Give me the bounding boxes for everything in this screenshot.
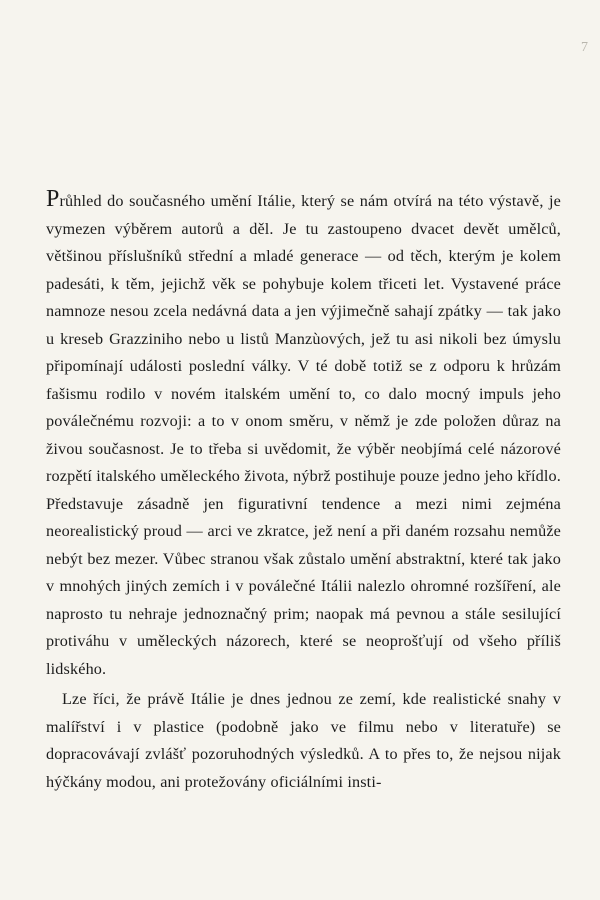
paragraph-1: [46, 188, 561, 683]
paragraph-1-text: růhled do současného umění Itálie, který se nám otvírá na této výstavě, je vymezen výběrem autorů a děl. Je tu zastoupeno dvacet devět umělců, většinou příslušníků střední a mladé generace — od těch, kterým je kolem padesáti, k těm, jejichž věk se pohybuje kolem třiceti let. Vystavené práce namnoze nesou zcela nedávná data a jen výjimečně sahají zpátky — tak jako u kreseb Grazziniho nebo u listů Manzùových, jež tu asi nikoli bez úmyslu připomínají události poslední války. V té době totiž se z odporu k hrůzám fašismu rodilo v novém italském umění to, co dalo mocný impuls jeho poválečnému rozvoji: a to v onom směru, v němž je zde položen důraz na živou současnost. Je to třeba si uvědomit, že výběr neobjímá celé názorové rozpětí italského uměleckého života, nýbrž postihuje pouze jedno jeho křídlo. Představuje zásadně jen figurativní tendence a mezi nimi zejména neorealistický proud — arci ve zkratce, jež není a při daném rozsahu nemůže nebýt bez mezer. Vůbec stranou však zůstalo umění abstraktní, které tak jako v mnohých jiných zemích i v poválečné Itálii nalezlo ohromné rozšíření, ale naprosto tu nehraje jednoznačný prim; naopak má pevnou a stále sesilující protiváhu v uměleckých názorech, které se neoprošťují od všeho příliš lidského.: [46, 192, 561, 678]
paragraph-2: Lze říci, že právě Itálie je dnes jednou ze zemí, kde realistické snahy v malířství i v plastice (podobně jako ve filmu nebo v literatuře) se dopracovávají zvlášť pozoruhodných výsledků. A to přes to, že nejsou nijak hýčkány modou, ani protežovány oficiálními insti-: [46, 690, 561, 791]
paragraph-initial: P: [46, 186, 60, 212]
body-text: [46, 188, 561, 796]
page-number: 7: [581, 40, 588, 55]
